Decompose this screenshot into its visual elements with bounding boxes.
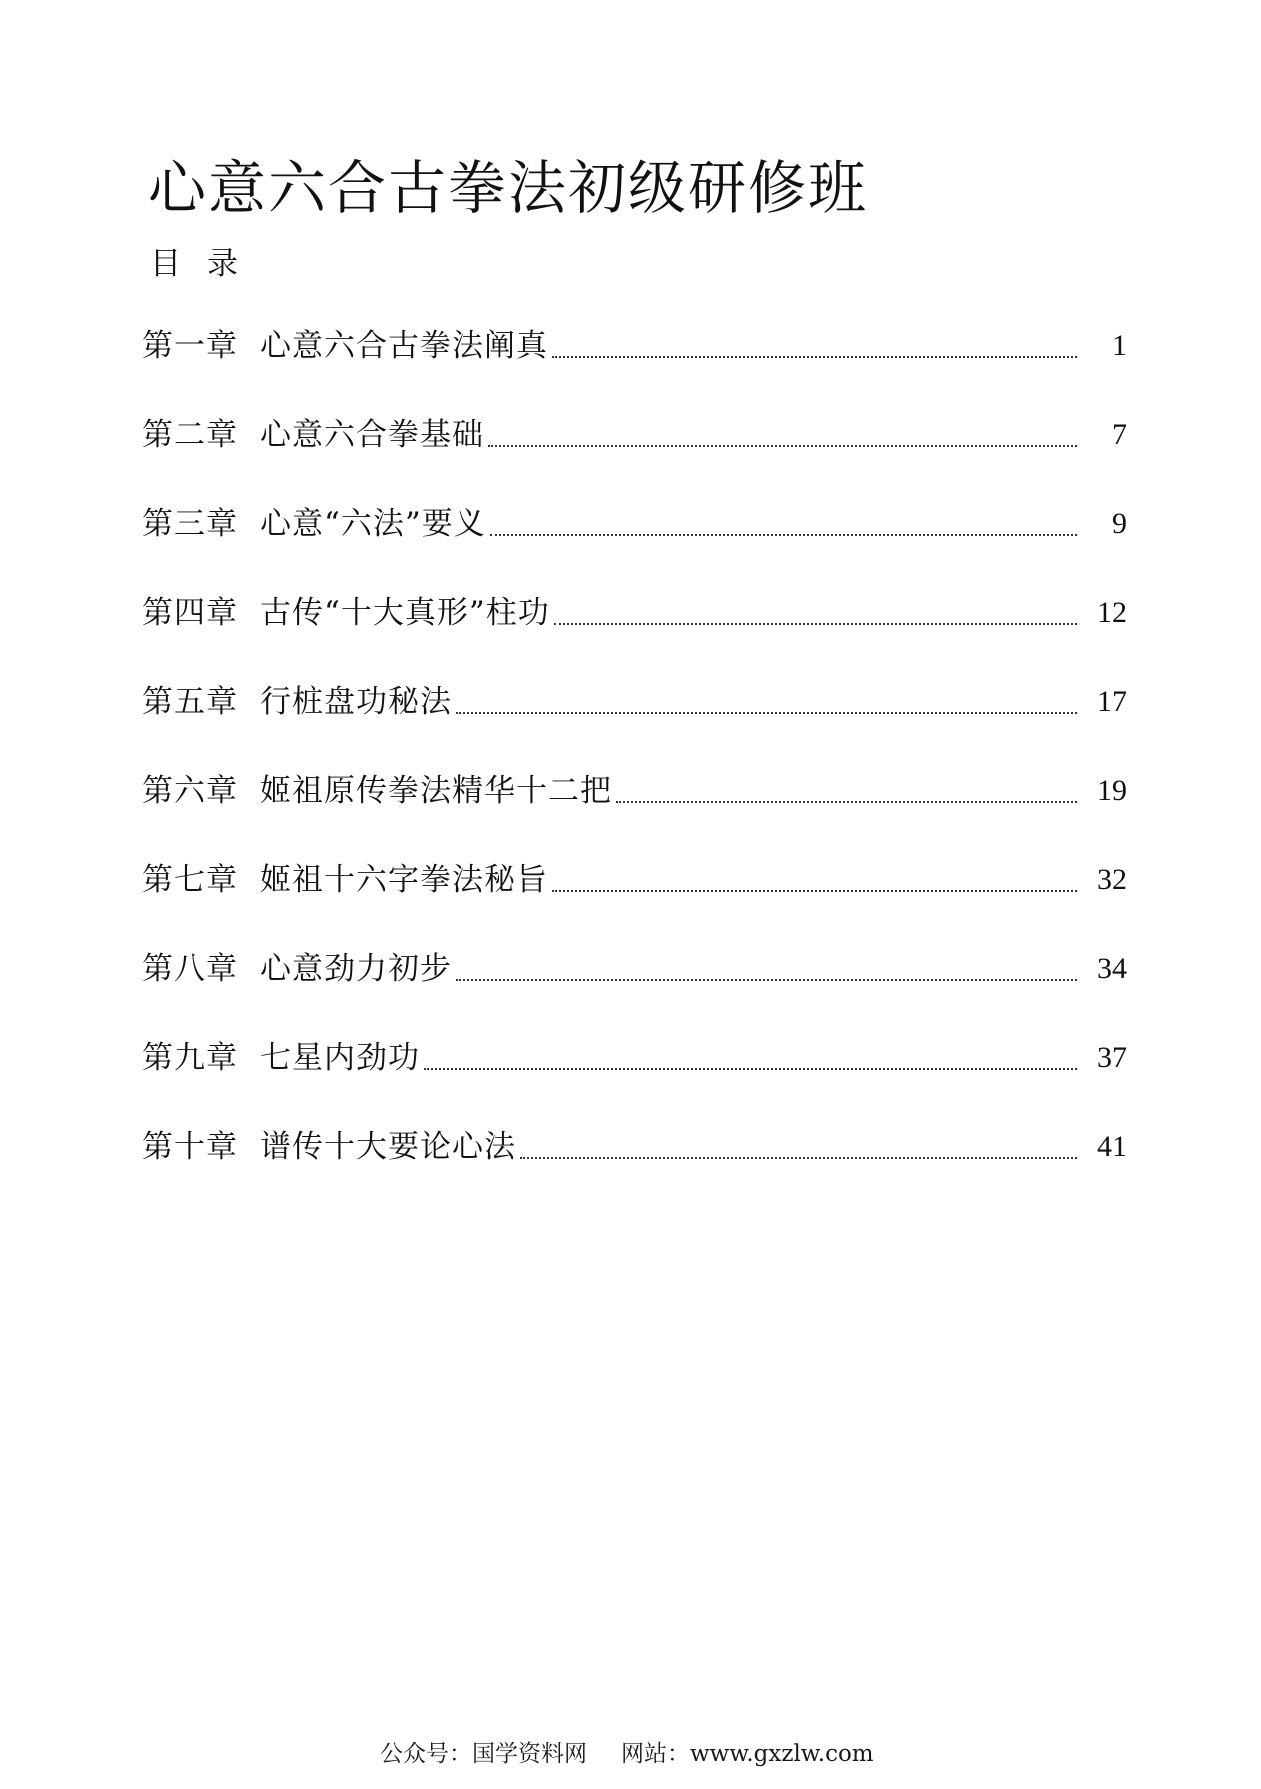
toc-page-number: 1 — [1112, 329, 1127, 362]
toc-page-number: 7 — [1112, 418, 1127, 451]
document-title: 心意六合古拳法初级研修班 — [148, 153, 869, 222]
toc-chapter-number: 第四章 — [142, 595, 238, 631]
toc-chapter-title: 心意“六法”要义 — [260, 506, 486, 542]
toc-chapter-number: 第二章 — [142, 417, 238, 453]
toc-chapter-number: 第九章 — [142, 1040, 238, 1076]
toc-chapter-number: 第八章 — [142, 951, 238, 987]
toc-entry[interactable] — [142, 1030, 1127, 1119]
dot-leader — [552, 318, 1077, 358]
dot-leader — [424, 1030, 1077, 1070]
dot-leader — [554, 585, 1077, 625]
toc-page-number: 12 — [1097, 596, 1127, 629]
page-footer — [380, 1735, 874, 1768]
toc-chapter-title: 谱传十大要论心法 — [260, 1129, 516, 1165]
dot-leader — [552, 852, 1077, 892]
toc-entry[interactable] — [142, 496, 1127, 585]
toc-chapter-title: 姬祖十六字拳法秘旨 — [260, 862, 548, 898]
toc-page-number: 19 — [1097, 774, 1127, 807]
toc-page-number: 34 — [1097, 952, 1127, 985]
toc-chapter-number: 第五章 — [142, 684, 238, 720]
footer-website-link[interactable]: 网站：www.gxzlw.com — [621, 1741, 874, 1767]
toc-entry[interactable] — [142, 585, 1127, 674]
toc-chapter-title: 古传“十大真形”柱功 — [260, 595, 550, 631]
toc-entry[interactable] — [142, 318, 1127, 407]
toc-page-number: 17 — [1097, 685, 1127, 718]
dot-leader — [616, 763, 1077, 803]
dot-leader — [456, 674, 1077, 714]
dot-leader — [488, 407, 1077, 447]
toc-entry[interactable] — [142, 941, 1127, 1030]
toc-chapter-title: 行桩盘功秘法 — [260, 684, 452, 720]
toc-entry[interactable] — [142, 852, 1127, 941]
toc-chapter-title: 心意六合古拳法阐真 — [260, 328, 548, 364]
footer-wechat: 公众号：国学资料网 — [380, 1741, 587, 1767]
toc-chapter-number: 第三章 — [142, 506, 238, 542]
toc-heading: 目录 — [150, 246, 264, 282]
toc-chapter-number: 第一章 — [142, 328, 238, 364]
toc-chapter-title: 七星内劲功 — [260, 1040, 420, 1076]
dot-leader — [490, 496, 1077, 536]
toc-entry[interactable] — [142, 407, 1127, 496]
toc-page-number: 37 — [1097, 1041, 1127, 1074]
toc-chapter-number: 第十章 — [142, 1129, 238, 1165]
dot-leader — [520, 1119, 1077, 1159]
table-of-contents — [142, 318, 1127, 1208]
toc-entry[interactable] — [142, 1119, 1127, 1208]
toc-page-number: 9 — [1112, 507, 1127, 540]
toc-chapter-number: 第六章 — [142, 773, 238, 809]
toc-entry[interactable] — [142, 763, 1127, 852]
toc-chapter-title: 心意劲力初步 — [260, 951, 452, 987]
toc-chapter-title: 姬祖原传拳法精华十二把 — [260, 773, 612, 809]
toc-page-number: 41 — [1097, 1130, 1127, 1163]
dot-leader — [456, 941, 1077, 981]
toc-chapter-title: 心意六合拳基础 — [260, 417, 484, 453]
toc-page-number: 32 — [1097, 863, 1127, 896]
toc-entry[interactable] — [142, 674, 1127, 763]
toc-chapter-number: 第七章 — [142, 862, 238, 898]
